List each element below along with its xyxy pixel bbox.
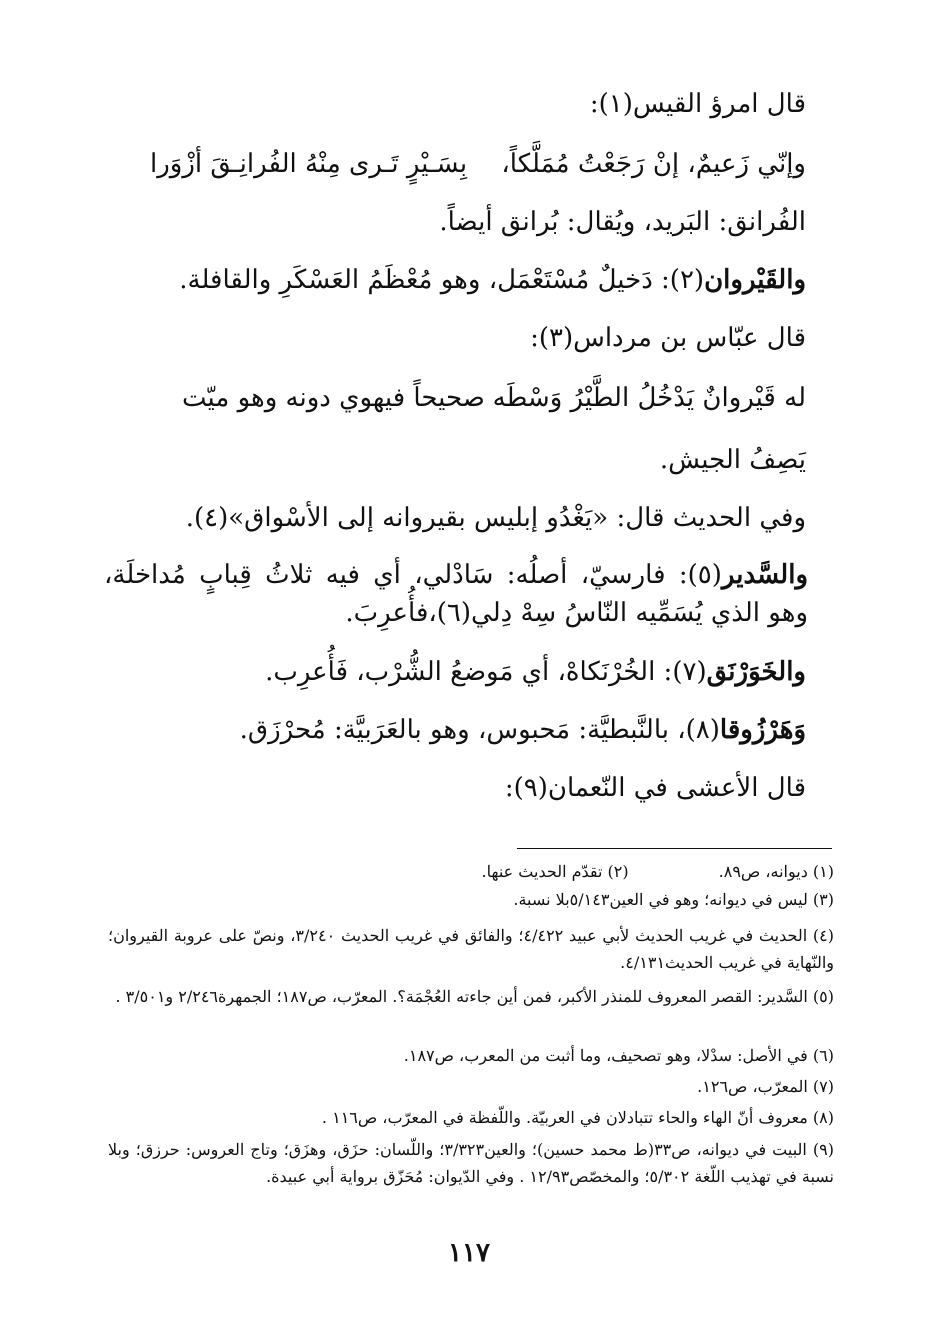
headword-khawarnaq-definition: (٧): الخُرْنَكاهْ، أي مَوضعُ الشُّرْب، فَأُعرِب. xyxy=(265,657,707,687)
footnote-2: (٢) تقدّم الحديث عنها. xyxy=(481,862,629,881)
verse-2-first-hemistich: له قَيْروانٌ يَدْخُلُ الطَّيْرُ وَسْطَه xyxy=(492,383,806,413)
footnote-5: (٥) السَّدير: القصر المعروف للمنذر الأكبر، فمن أين جاءته العُجْمَة؟. المعرّب، ص١٨٧؛ الجمهرة٢/٢٤٦ و٣/٥٠١ . xyxy=(115,987,834,1006)
footnote-3: (٣) ليس في ديوانه؛ وهو في العين٥/١٤٣بلا نسبة. xyxy=(513,890,834,909)
headword-harzuqa-definition: (٨)، بالنَّبطيَّة: مَحبوس، وهو بالعَرَبيَّة: مُحرْزَق. xyxy=(239,715,720,745)
footnote-7: (٧) المعرّب، ص١٢٦. xyxy=(697,1077,834,1096)
headword-harzuqa: وَهَرْزُوقا xyxy=(719,715,806,745)
body-line-4 xyxy=(179,262,806,298)
headword-qayrawan-definition: (٢): دَخيلٌ مُسْتَعْمَل، وهو مُعْظَمُ العَسْكَرِ والقافلة. xyxy=(179,265,705,295)
headword-qayrawan: والقَيْروان xyxy=(704,265,806,295)
verse-1-second-hemistich: بِسَـيْرٍ تَـرى مِنْهُ الفُرانِـقَ أزْوَرا xyxy=(150,149,468,179)
body-line-5: قال عبّاس بن مرداس(٣): xyxy=(530,323,806,353)
body-line-9 xyxy=(104,556,808,632)
footnote-9: (٩) البيت في ديوانه، ص٣٣(ط محمد حسين)؛ والعين٣/٣٢٣؛ واللّسان: حزَق، وهزَق؛ وتاج العروس: حرزق؛ وبلا نسبة في تهذيب اللّغة ٥/٣٠٢؛ والمخصّص١٢/٩٣ . وفي الدّيوان: مُحَزّق برواية أبي عبيدة. xyxy=(108,1140,834,1186)
page-number: ١١٧ xyxy=(448,1238,490,1268)
footnote-8: (٨) معروف أنّ الهاء والحاء تتبادلان في العربيّة. واللّفظة في المعرّب، ص١١٦ . xyxy=(321,1108,834,1127)
footnote-6: (٦) في الأصل: سدْلا، وهو تصحيف، وما أثبت من المعرب، ص١٨٧. xyxy=(403,1046,834,1065)
body-line-12 xyxy=(240,712,806,748)
body-line-13: قال الأعشى في النّعمان(٩): xyxy=(504,773,806,803)
body-line-3: الفُرانق: البَريد، ويُقال: بُرانق أيضاً. xyxy=(439,207,806,237)
headword-sadir: والسَّدير xyxy=(721,560,808,590)
body-line-8: وفي الحديث قال: «يَغْدُو إبليس بقيروانه إلى الأسْواق»(٤). xyxy=(185,503,806,533)
footnote-row-1 xyxy=(482,858,835,885)
footnote-4: (٤) الحديث في غريب الحديث لأبي عبيد ٤/٤٢٢؛ والفائق في غريب الحديث ٣/٢٤٠، ونصّ على عروبة القيروان؛ والنّهاية في غريب الحديث٤/١٣١. xyxy=(108,926,834,972)
body-line-11 xyxy=(265,654,806,690)
headword-khawarnaq: والخَوَرْنَق xyxy=(706,657,806,687)
verse-1-first-hemistich: وإنّي زَعيمٌ، إنْ رَجَعْتُ مُمَلَّكاً، xyxy=(501,149,806,179)
verse-2-second-hemistich: صحيحاً فيهوي دونه وهو ميّت xyxy=(182,383,485,413)
headword-sadir-definition: (٥): فارسيّ، أصلُه: سَادْلي، أي فيه ثلاثُ قِبابٍ مُداخلَة، وهو الذي يُسَمِّيه النّاسُ سِهْ دِلي(٦)،فأُعرِبَ. xyxy=(104,560,808,628)
body-line-7: يَصِفُ الجيش. xyxy=(659,445,806,475)
footnote-separator xyxy=(517,848,832,849)
body-line-1: قال امرؤ القيس(١): xyxy=(589,89,806,119)
footnote-1: (١) ديوانه، ص٨٩. xyxy=(718,862,834,881)
